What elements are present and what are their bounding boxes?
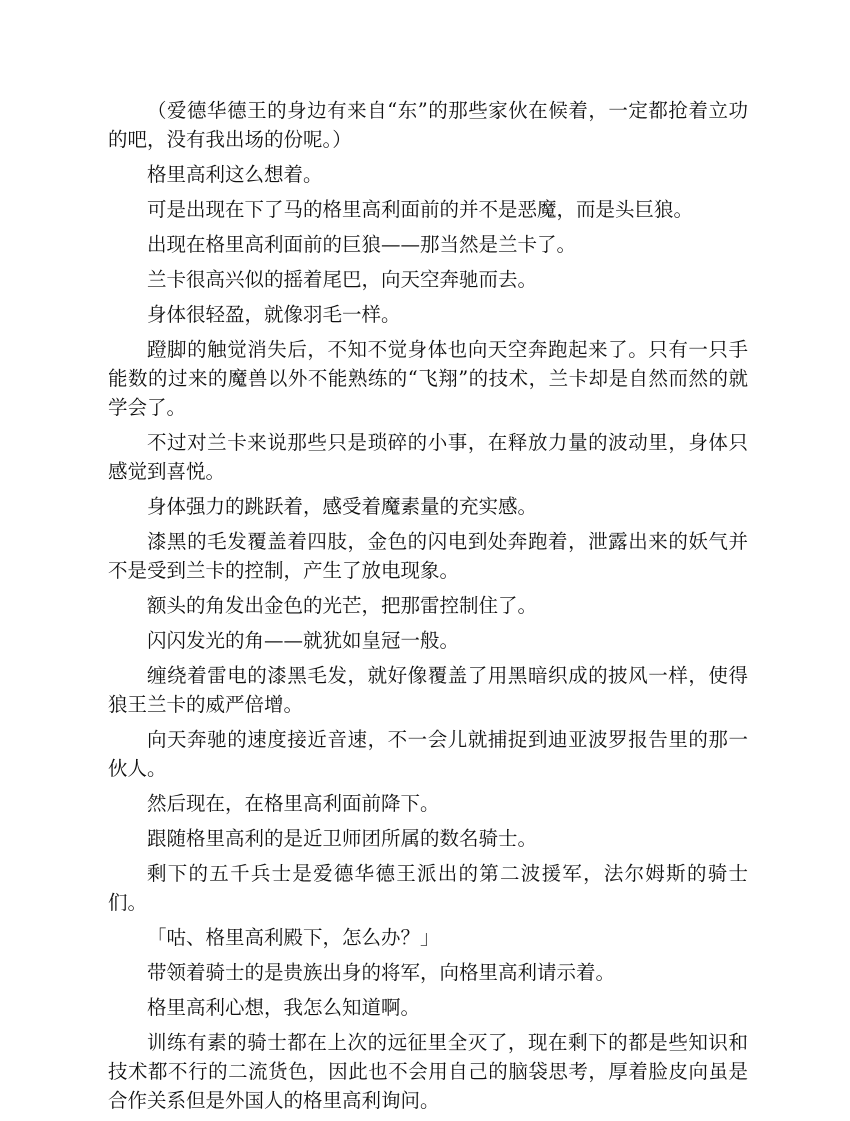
paragraph: 向天奔驰的速度接近音速，不一会儿就捕捉到迪亚波罗报告里的那一伙人。 [108, 728, 748, 780]
paragraph: 缠绕着雷电的漆黑毛发，就好像覆盖了用黑暗织成的披风一样，使得狼王兰卡的威严倍增。 [108, 664, 748, 716]
paragraph: 剩下的五千兵士是爱德华德王派出的第二波援军，法尔姆斯的骑士们。 [108, 862, 748, 914]
paragraph: 出现在格里高利面前的巨狼——那当然是兰卡了。 [147, 233, 577, 256]
paragraph: 额头的角发出金色的光芒，把那雷控制住了。 [147, 594, 538, 617]
paragraph: 然后现在，在格里高利面前降下。 [147, 792, 440, 815]
document-page [108, 96, 748, 1121]
paragraph: 训练有素的骑士都在上次的远征里全灭了，现在剩下的都是些知识和技术都不行的二流货色，因此也不会用自己的脑袋思考，厚着脸皮向虽是合作关系但是外国人的格里高利询问。 [108, 1031, 748, 1112]
paragraph: 格里高利心想，我怎么知道啊。 [147, 996, 421, 1019]
paragraph: 不过对兰卡来说那些只是琐碎的小事，在释放力量的波动里，身体只感觉到喜悦。 [108, 431, 748, 483]
paragraph: 蹬脚的触觉消失后，不知不觉身体也向天空奔跑起来了。只有一只手能数的过来的魔兽以外不能熟练的“飞翔”的技术，兰卡却是自然而然的就学会了。 [108, 338, 748, 419]
paragraph: 格里高利这么想着。 [147, 163, 323, 186]
paragraph: 身体强力的跳跃着，感受着魔素量的充实感。 [147, 495, 538, 518]
paragraph: 兰卡很高兴似的摇着尾巴，向天空奔驰而去。 [147, 268, 538, 291]
paragraph: 可是出现在下了马的格里高利面前的并不是恶魔，而是头巨狼。 [147, 198, 694, 221]
paragraph: 「咕、格里高利殿下，怎么办？」 [147, 926, 440, 949]
paragraph: 带领着骑士的是贵族出身的将军，向格里高利请示着。 [147, 961, 616, 984]
paragraph: 身体很轻盈，就像羽毛一样。 [147, 303, 401, 326]
paragraph: 漆黑的毛发覆盖着四肢，金色的闪电到处奔跑着，泄露出来的妖气并不是受到兰卡的控制，产生了放电现象。 [108, 530, 748, 582]
paragraph: 闪闪发光的角——就犹如皇冠一般。 [147, 629, 460, 652]
paragraph: （爱德华德王的身边有来自“东”的那些家伙在候着，一定都抢着立功的吧，没有我出场的份呢。） [108, 99, 748, 151]
paragraph: 跟随格里高利的是近卫师团所属的数名骑士。 [147, 827, 538, 850]
